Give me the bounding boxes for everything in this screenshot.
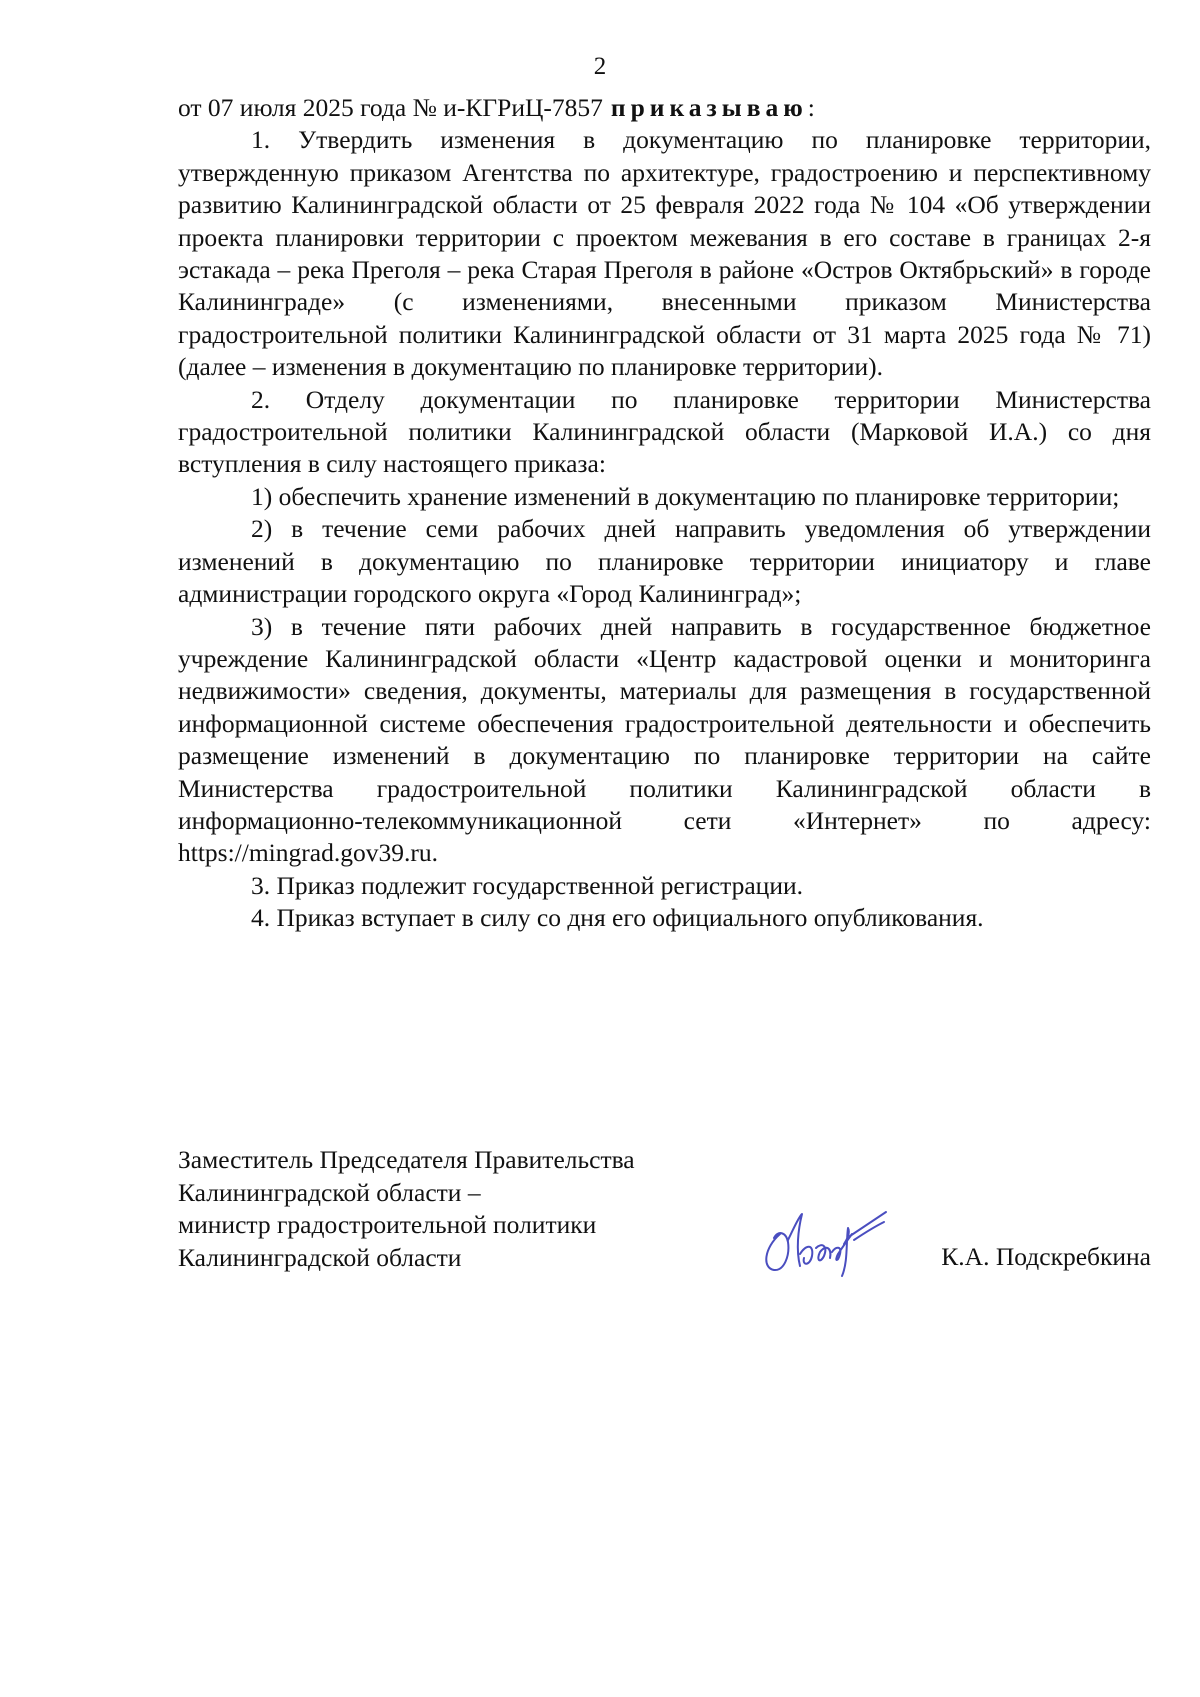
page-number: 2 bbox=[593, 53, 607, 80]
signer-position-line: Калининградской области – bbox=[178, 1177, 481, 1207]
paragraph-department-instructions: 2. Отделу документации по планировке территории Министерства градостроительной политики Калининградской области (Марковой И.А.) со дня вступления в силу настоящего приказа: bbox=[178, 384, 1151, 479]
signature-block bbox=[178, 1144, 1151, 1284]
signer-position-line: Калининградской области bbox=[178, 1242, 462, 1272]
signature-strokes bbox=[766, 1212, 886, 1276]
paragraph-send-notifications: 2) в течение семи рабочих дней направить уведомления об утверждении изменений в документацию по планировке территории инициатору и главе администрации городского округа «Город Калининград»; bbox=[178, 514, 1151, 609]
paragraph-entry-into-force: 4. Приказ вступает в силу со дня его официального опубликования. bbox=[251, 903, 984, 933]
signer-position-line: Заместитель Председателя Правительства bbox=[178, 1145, 635, 1174]
order-verb: приказываю bbox=[610, 93, 808, 122]
lead-reference: от 07 июля 2025 года № и-КГРиЦ-7857 bbox=[178, 93, 603, 122]
signer-position-line: министр градостроительной политики bbox=[178, 1210, 597, 1239]
handwritten-signature bbox=[758, 1204, 888, 1279]
lead-line bbox=[178, 92, 1151, 124]
paragraph-ensure-storage: 1) обеспечить хранение изменений в документацию по планировке территории; bbox=[251, 481, 1120, 511]
paragraph-approve-changes: 1. Утвердить изменения в документацию по планировке территории, утвержденную приказом Агентства по архитектуре, градостроению и перспективному развитию Калининградской области от 25 февраля 2022 года № 104 «Об утверждении проекта планировки территории с проектом межевания в его составе в границах 2-я эстакада – река Преголя – река Старая Преголя в районе «Остров Октябрьский» в городе Калининграде» (с изменениями, внесенными приказом Министерства градостроительной политики Калининградской области от 31 марта 2025 года № 71) (далее – изменения в документацию по планировке территории). bbox=[178, 125, 1151, 382]
order-body bbox=[178, 92, 1151, 935]
paragraph-send-materials: 3) в течение пяти рабочих дней направить в государственное бюджетное учреждение Калининградской области «Центр кадастровой оценки и мониторинга недвижимости» сведения, документы, материалы для размещения в государственной информационной системе обеспечения градостроительной деятельности и обеспечить размещение изменений в документацию по планировке территории на сайте Министерства градостроительной политики Калининградской области в информационно-телекоммуникационной сети «Интернет» по адресу: https://mingrad.gov39.ru. bbox=[178, 611, 1151, 868]
lead-colon: : bbox=[807, 93, 815, 122]
signer-name: К.А. Подскребкина bbox=[941, 1242, 1151, 1271]
paragraph-state-registration: 3. Приказ подлежит государственной регистрации. bbox=[251, 870, 803, 900]
